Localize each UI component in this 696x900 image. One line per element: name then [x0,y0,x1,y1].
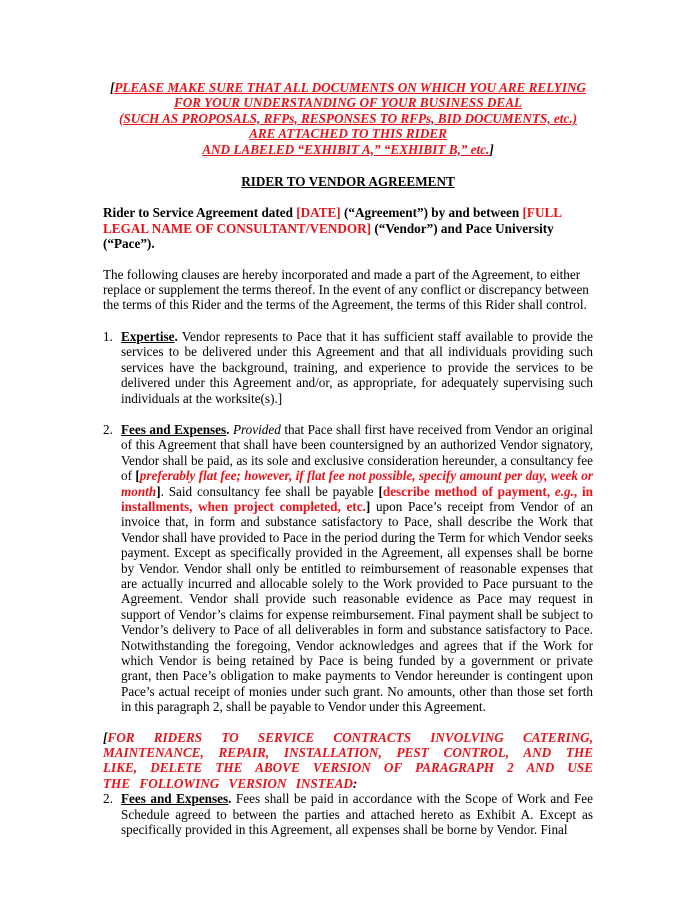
clause-body [121,422,593,715]
banner-line-5 [103,142,593,157]
banner-line-2 [103,95,593,110]
banner-close-bracket: ] [489,141,494,157]
banner-text-1: PLEASE MAKE SURE THAT ALL DOCUMENTS ON WHICH YOU ARE RELYING [114,80,587,95]
clause-1-expertise [103,329,593,406]
clause-text-2: . Said consultancy fee shall be payable [160,483,379,499]
payment-open-bracket: [ [378,483,383,499]
fee-open-bracket: [ [135,468,140,484]
clause-2-fees [103,422,593,715]
payment-placeholder-eg: e.g. [554,483,574,499]
payment-close-bracket: ] [365,498,371,514]
document-title: RIDER TO VENDOR AGREEMENT [241,174,455,190]
payment-placeholder-a: describe method of payment, [382,483,555,499]
clause-heading-period: . [226,421,230,437]
note-open-bracket: [ [103,729,108,745]
clause-number: 1. [103,328,113,344]
instruction-banner [103,80,593,157]
rider-intro [103,205,593,251]
clause-text-1: that Pace shall first have received from Vendor an original of this Agreement that shall have been countersigned by an authorized Vendor signatory, Vendor shall be paid, as its sole and exclusive consideration hereunder, a consultancy fee of [121,421,594,484]
clause-heading: Expertise [121,328,175,344]
note-text: FOR RIDERS TO SERVICE CONTRACTS INVOLVING CATERING, MAINTENANCE, REPAIR, INSTALLATION, PEST CONTROL, AND THE LIKE, DELETE THE ABOVE VERSION OF PARAGRAPH 2 AND USE THE FOLLOWING VERSION INSTEAD [103,729,593,791]
clause-text: Fees shall be paid in accordance with the Scope of Work and Fee Schedule agreed to between the parties and attached hereto as Exhibit A. Except as specifically provided in this Agreement, all expenses shall be borne by Vendor. Final [121,791,593,838]
clause-number: 2. [103,791,113,807]
provided-word: Provided [232,421,281,437]
clause-heading: Fees and Expenses [121,791,229,807]
payment-placeholder-b: , in installments, when project completed, etc. [121,483,593,514]
clause-heading-period: . [228,791,232,807]
clause-number: 2. [103,421,113,437]
clause-2-fees-alternate [103,791,593,837]
fee-placeholder: preferably flat fee; however, if flat fee not possible, specify amount per day, week or month [121,468,593,499]
vendor-name-placeholder: [FULL LEGAL NAME OF CONSULTANT/VENDOR] [103,205,562,236]
fee-close-bracket: ] [156,483,161,499]
banner-text-2: FOR YOUR UNDERSTANDING OF YOUR BUSINESS DEAL [173,95,523,111]
banner-text-3: (SUCH AS PROPOSALS, RFPs, RESPONSES TO RFPs, BID DOCUMENTS, etc.) [119,110,577,126]
rider-intro-text-2: (“Agreement”) by and between [340,205,523,221]
banner-text-4: ARE ATTACHED TO THIS RIDER [249,126,447,142]
clause-heading-period: . [174,328,178,344]
rider-intro-text-1: Rider to Service Agreement dated [103,205,297,221]
banner-open-bracket: [ [109,80,115,95]
note-colon: : [352,775,358,791]
banner-text-5: AND LABELED “EXHIBIT A,” “EXHIBIT B,” etc. [202,141,490,157]
clause-text-3: upon Pace’s receipt from Vendor of an invoice that, in form and substance satisfactory to Pace, shall describe the Work that Vendor shall have provided to Pace in the period during the Term for which Vendor seeks payment. Except as specifically provided in the Agreement, all expenses shall be borne by Vendor. Vendor shall only be entitled to reimbursement of reasonable expenses that are actually incurred and allocable solely to the Work provided to Pace pursuant to the Agreement. Vendor shall provide such reasonable evidence as Pace may request in support of Vendor’s claims for expense reimbursement. Final payment shall be subject to Vendor’s delivery to Pace of all deliverables in form and substance satisfactory to Pace. Notwithstanding the foregoing, Vendor acknowledges and agrees that if the Work for which Vendor is being retained by Pace is being funded by a government or private grant, then Pace’s obligation to make payments to Vendor hereunder is contingent upon Pace’s actual receipt of monies under such grant. No amounts, other than those set forth in this paragraph 2, shall be payable to Vendor under this Agreement. [121,498,593,715]
banner-line-1 [103,80,593,95]
rider-intro-text-3: (“Vendor”) and Pace University (“Pace”). [103,220,554,252]
clause-heading: Fees and Expenses [121,421,227,437]
alternate-version-note [103,730,593,792]
banner-line-4 [103,126,593,141]
intro-paragraph: The following clauses are hereby incorporated and made a part of the Agreement, to either replace or supplement the terms thereof. In the event of any conflict or discrepancy between the terms of this Rider and the terms of the Agreement, the terms of this Rider shall control. [103,266,589,313]
clause-body [121,791,593,837]
banner-line-3 [103,111,593,126]
clause-body [121,329,593,406]
date-placeholder: [DATE] [296,205,341,221]
clause-text: Vendor represents to Pace that it has sufficient staff available to provide the services to be delivered under this Agreement and that all individuals providing such services have the background, training, and experience to provide the services to be delivered under this Agreement and/or, as appropriate, for adequately supervising such individuals at the worksite(s).] [121,328,593,406]
